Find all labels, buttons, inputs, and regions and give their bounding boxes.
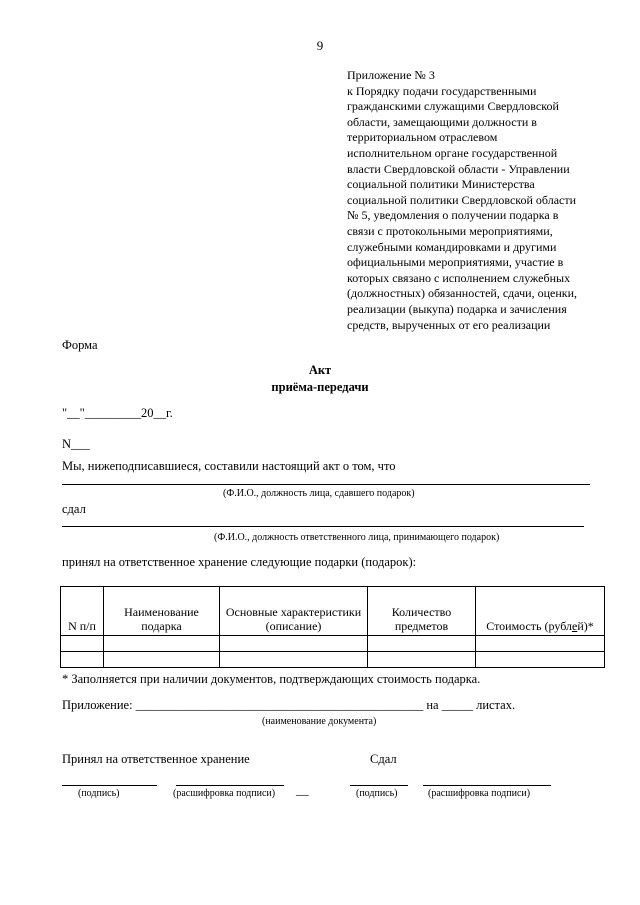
attachment-middle: на — [423, 698, 442, 712]
accepted-signature-label: Принял на ответственное хранение — [62, 752, 250, 766]
intro-text: Мы, нижеподписавшиеся, составили настоящий акт о том, что — [62, 459, 396, 473]
table-cell[interactable] — [368, 652, 476, 668]
handed-over-label: сдал — [62, 502, 86, 516]
gifts-table — [60, 586, 605, 668]
form-label: Форма — [62, 338, 98, 352]
accepted-signature-caption: (подпись) — [78, 788, 120, 799]
table-cell[interactable] — [368, 636, 476, 652]
table-cell[interactable] — [104, 636, 220, 652]
appendix-line: (должностных) обязанностей, сдачи, оценки, — [347, 286, 578, 301]
handed-decoding-line[interactable] — [423, 785, 551, 786]
table-cell[interactable] — [61, 636, 104, 652]
table-cell[interactable] — [476, 636, 605, 652]
handed-person-caption: (Ф.И.О., должность лица, сдавшего подарок) — [223, 488, 415, 499]
header-number: N п/п — [61, 587, 104, 636]
table-row — [61, 636, 605, 652]
act-title-line1: Акт — [308, 363, 332, 377]
table-cell[interactable] — [61, 652, 104, 668]
appendix-header — [347, 68, 607, 333]
accepted-signature-line[interactable] — [62, 785, 157, 786]
appendix-line: к Порядку подачи государственными — [347, 83, 537, 98]
table-cell[interactable] — [220, 652, 368, 668]
appendix-line: которых связано с исполнением служебных — [347, 270, 571, 285]
appendix-line: исполнительном органе государственной — [347, 145, 558, 160]
table-cell[interactable] — [476, 652, 605, 668]
attachment-sheets-label: листах. — [472, 698, 516, 712]
appendix-line: социальной политики Министерства — [347, 177, 535, 192]
act-title — [0, 362, 640, 396]
handed-signature-line[interactable] — [350, 785, 408, 786]
appendix-line: гражданскими служащими Свердловской — [347, 99, 559, 114]
appendix-line: служебными командировками и другими — [347, 239, 557, 254]
handed-person-line — [62, 484, 590, 485]
appendix-line: Приложение № 3 — [347, 68, 435, 82]
table-header-row — [61, 587, 605, 636]
table-row — [61, 652, 605, 668]
appendix-line: власти Свердловской области - Управлении — [347, 161, 570, 176]
handed-signature-label: Сдал — [370, 752, 397, 766]
attachment-line — [62, 698, 515, 713]
receiving-person-line — [62, 526, 584, 527]
header-quantity: Количество предметов — [368, 587, 476, 636]
act-title-line2: приёма-передачи — [271, 380, 369, 394]
header-cost: Стоимость (рублей)* — [476, 587, 605, 636]
accepted-decoding-caption: (расшифровка подписи) — [173, 788, 276, 799]
handed-decoding-caption: (расшифровка подписи) — [428, 788, 531, 799]
appendix-line: № 5, уведомления о получении подарка в — [347, 208, 559, 223]
attachment-label: Приложение: — [62, 698, 136, 712]
signature-dash: __ — [296, 783, 309, 797]
receiving-person-caption: (Ф.И.О., должность ответственного лица, принимающего подарок) — [214, 532, 500, 543]
appendix-line: территориальном отраслевом — [347, 130, 498, 145]
attachment-sheets-field[interactable]: _____ — [441, 698, 473, 712]
attachment-doc-field[interactable]: ______________________________________________ — [135, 698, 424, 712]
page-number: 9 — [316, 38, 324, 53]
table-cell[interactable] — [220, 636, 368, 652]
accepted-decoding-line[interactable] — [176, 785, 284, 786]
appendix-line: официальными мероприятиями, участие в — [347, 255, 564, 270]
attachment-caption: (наименование документа) — [262, 716, 377, 727]
table-cell[interactable] — [104, 652, 220, 668]
handed-signature-caption: (подпись) — [356, 788, 398, 799]
appendix-line: социальной политики Свердловской области — [347, 192, 577, 207]
header-characteristics: Основные характеристики (описание) — [220, 587, 368, 636]
appendix-line: связи с протокольными мероприятиями, — [347, 223, 553, 238]
appendix-line: средств, вырученных от его реализации — [347, 317, 551, 332]
date-line: "__"_________20__г. — [62, 406, 173, 420]
appendix-line: области, замещающими должности в — [347, 114, 537, 129]
act-number: N___ — [62, 437, 90, 451]
appendix-line: реализации (выкупа) подарка и зачисления — [347, 301, 567, 316]
accepted-text: принял на ответственное хранение следующие подарки (подарок): — [62, 555, 417, 569]
footnote: * Заполняется при наличии документов, подтверждающих стоимость подарка. — [62, 672, 481, 686]
header-name: Наименование подарка — [104, 587, 220, 636]
